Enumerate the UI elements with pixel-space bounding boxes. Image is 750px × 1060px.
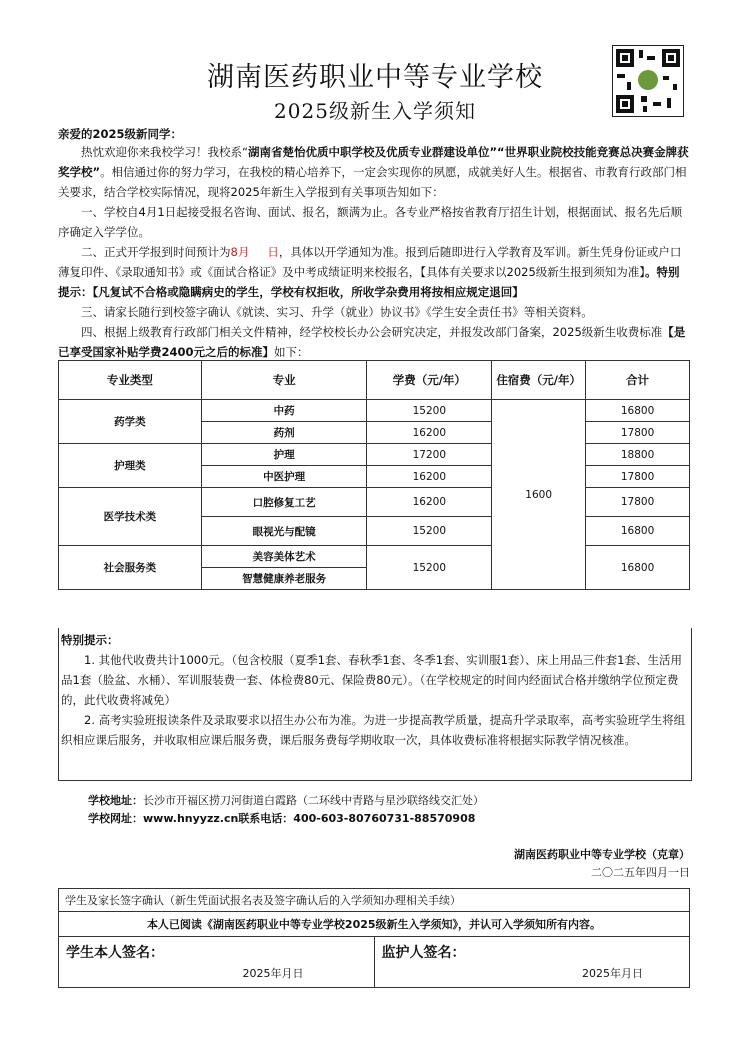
notice-item-2: [58, 242, 690, 302]
category-cell: 药学类: [59, 400, 202, 444]
report-month: 8月: [230, 245, 250, 259]
intro-paragraph: [58, 142, 690, 202]
notes-title: 特别提示：: [61, 633, 119, 647]
guardian-signature-field[interactable]: [374, 937, 690, 988]
total-cell: 17800: [586, 422, 690, 444]
school-signoff: 湖南医药职业中等专业学校（克章）: [514, 848, 690, 861]
report-day: 日: [267, 245, 279, 259]
total-cell: 18800: [586, 444, 690, 466]
special-notes-box: [58, 628, 692, 781]
intro-honors: 湖南省楚怡优质中职学校及优质专业群建设单位”“世界职业院校技能竞赛总决赛金牌获奖学校”: [58, 145, 689, 179]
total-cell: 16800: [586, 517, 690, 546]
total-cell: 16800: [586, 546, 690, 590]
lodging-cell: 1600: [492, 400, 586, 590]
item2-warning: 【凡复试不合格或隐瞒病史的学生，学校有权拒收，所收学杂费用将按相应规定退回】: [92, 285, 524, 299]
signoff-date: 二〇二五年四月一日: [591, 866, 690, 879]
tuition-cell: 16200: [367, 488, 492, 517]
school-address: [88, 792, 484, 808]
major-cell: 智慧健康养老服务: [201, 568, 367, 590]
note-2: 2. 高考实验班报读条件及录取要求以招生办公布为准。为进一步提高教学质量，提高升学录取率，高考实验班学生将组织相应课后服务，并收取相应课后服务费，课后服务费每学期收取一次，具体收费标准将根据实际教学情况核准。: [61, 713, 686, 747]
major-cell: 美容美体艺术: [201, 546, 367, 568]
confirm-header: 学生及家长签字确认（新生凭面试报名表及签字确认后的入学须知办理相关手续）: [59, 889, 690, 912]
website-label: 学校网址：: [88, 812, 143, 825]
tuition-cell: 17200: [367, 444, 492, 466]
tuition-cell: 16200: [367, 422, 492, 444]
item2-text-b: ，具体以开学通知为准。报到后随即进行入学教育及军训。新生凭身份证或户口薄复印件、《录取通知书》或《面试合格证》及中考成绩证明来校报名，: [58, 245, 682, 279]
tuition-cell: 15200: [367, 400, 492, 422]
item4-standard-note: 【是已享受国家补贴学费2400元之后的标准】: [58, 325, 686, 359]
table-row: [59, 488, 690, 517]
total-cell: 16800: [586, 400, 690, 422]
table-row: [59, 400, 690, 422]
document-title: 湖南医药职业中等专业学校: [207, 62, 543, 93]
item2-text-c: 【具体有关要求以2025级新生报到须知为准】: [420, 265, 646, 279]
header-tuition: 学费（元/年）: [367, 361, 492, 400]
header-total: 合计: [586, 361, 690, 400]
major-cell: 中药: [201, 400, 367, 422]
document-subtitle: 2025级新生入学须知: [274, 99, 476, 123]
category-cell: 医学技术类: [59, 488, 202, 546]
category-cell: 社会服务类: [59, 546, 202, 590]
guardian-signature-date: 2025年月日: [582, 967, 643, 980]
greeting: 亲爱的2025级新同学：: [58, 127, 183, 141]
header-lodging: 住宿费（元/年）: [492, 361, 586, 400]
signature-confirmation: [58, 888, 690, 988]
notice-item-1: 一、学校自4月1日起接受报名咨询、面试、报名，额满为止。各专业严格按省教育厅招生计划，根据面试、报名先后顺序确定入学学位。: [58, 205, 683, 239]
item4-text-a: 四、根据上级教育行政部门相关文件精神，经学校校长办公会研究决定，并报发改部门备案，2025级新生收费标准: [81, 325, 663, 339]
website-phone-text: www.hnyyzz.cn联系电话：400-603-80760731-88570908: [143, 812, 476, 825]
fee-table: [58, 360, 690, 590]
school-website: [88, 810, 475, 826]
table-header-row: [59, 361, 690, 400]
total-cell: 17800: [586, 466, 690, 488]
student-signature-field[interactable]: [59, 937, 375, 988]
note-1: 1. 其他代收费共计1000元。（包含校服（夏季1套、春秋季1套、冬季1套、实训服1套）、床上用品三件套1套、生活用品1套（脸盆、水桶）、军训服装费一套、体检费80元、保险费80元）。（在学校规定的时间内经面试合格并缴纳学位预定费的，此代收费将减免）: [61, 653, 682, 707]
major-cell: 口腔修复工艺: [201, 488, 367, 517]
total-cell: 17800: [586, 488, 690, 517]
major-cell: 药剂: [201, 422, 367, 444]
intro-text-c: 。相信通过你的努力学习，在我校的精心培养下，一定会实现你的夙愿，成就美好人生。根据省、市教育行政部门相关要求，结合学校实际情况，现将2025年新生入学报到有关事项告知如下：: [58, 165, 687, 199]
address-label: 学校地址：: [88, 794, 143, 807]
student-signature-label: 学生本人签名：: [66, 945, 164, 961]
confirm-statement: 本人已阅读《湖南医药职业中等专业学校2025级新生入学须知》，并认可入学须知所有内容。: [59, 912, 690, 937]
major-cell: 中医护理: [201, 466, 367, 488]
student-signature-date: 2025年月日: [242, 967, 304, 980]
table-row: [59, 546, 690, 568]
tuition-cell: 15200: [367, 546, 492, 590]
table-row: [59, 444, 690, 466]
notice-item-4: [58, 322, 690, 362]
major-cell: 眼视光与配镜: [201, 517, 367, 546]
tuition-cell: 15200: [367, 517, 492, 546]
item2-text-a: 二、正式开学报到时间预计为: [81, 245, 231, 259]
qr-code-icon: [612, 45, 684, 117]
category-cell: 护理类: [59, 444, 202, 488]
intro-text-a: 热忱欢迎你来我校学习！我校系“: [81, 145, 248, 159]
notice-item-3: 三、请家长随行到校签字确认《就读、实习、升学（就业）协议书》《学生安全责任书》等相关资料。: [81, 305, 593, 319]
address-text: 长沙市开福区捞刀河街道白霞路（二环线中青路与星沙联络线交汇处）: [143, 794, 484, 807]
item4-text-c: 如下：: [274, 345, 309, 359]
major-cell: 护理: [201, 444, 367, 466]
guardian-signature-label: 监护人签名：: [381, 945, 466, 961]
header-category: 专业类型: [59, 361, 202, 400]
header-major: 专业: [201, 361, 367, 400]
tuition-cell: 16200: [367, 466, 492, 488]
item2-text-d: 。特别提示：: [58, 265, 680, 299]
